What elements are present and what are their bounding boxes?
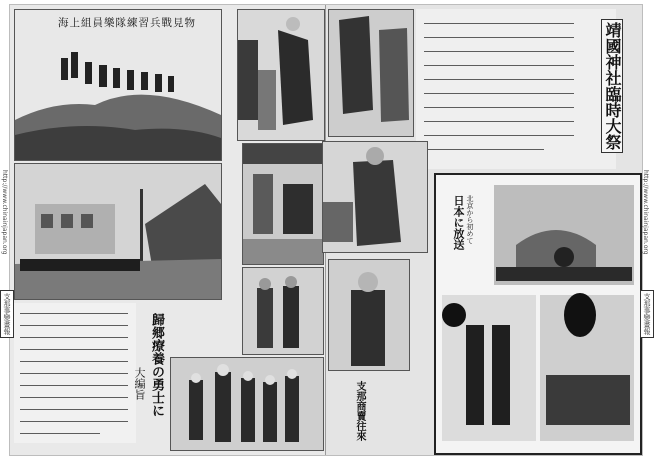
photo-market-stall bbox=[242, 143, 324, 265]
photo-soldiers-group bbox=[170, 357, 324, 451]
frame-title: 日本に放送 bbox=[452, 195, 465, 250]
frame-subtitle: 北京から初めて bbox=[466, 195, 474, 244]
hero-title: 歸郷療養の勇士に bbox=[149, 313, 164, 417]
left-text-column bbox=[14, 303, 136, 443]
photo-soldier-portrait bbox=[328, 259, 410, 371]
left-page bbox=[10, 5, 326, 455]
side-url-left: http://www.chinainjapan.org bbox=[1, 170, 8, 255]
hero-subtitle: 大編旨 bbox=[133, 367, 146, 400]
photo-soldiers-standing bbox=[242, 267, 324, 355]
side-stamp-right: 支那事變畫報 bbox=[640, 290, 654, 338]
side-stamp-left: 支那事變畫報 bbox=[0, 290, 14, 338]
photo-street-men bbox=[237, 9, 325, 141]
photo-soldiers-on-hill bbox=[14, 9, 222, 161]
main-title: 靖國神社臨時大祭 bbox=[601, 19, 623, 153]
photo-vendor bbox=[322, 141, 428, 253]
column-title: 支那商賣往來 bbox=[354, 381, 365, 441]
right-text-column bbox=[416, 9, 616, 169]
photo-ruined-street bbox=[14, 163, 222, 300]
right-page bbox=[326, 5, 642, 455]
photo-hanging-meat bbox=[328, 9, 414, 137]
magazine-spread bbox=[9, 4, 643, 456]
side-url-right: http://www.chinainjapan.org bbox=[642, 170, 649, 255]
top-left-heading: 海上組員樂隊練習兵戰見物 bbox=[58, 17, 196, 29]
